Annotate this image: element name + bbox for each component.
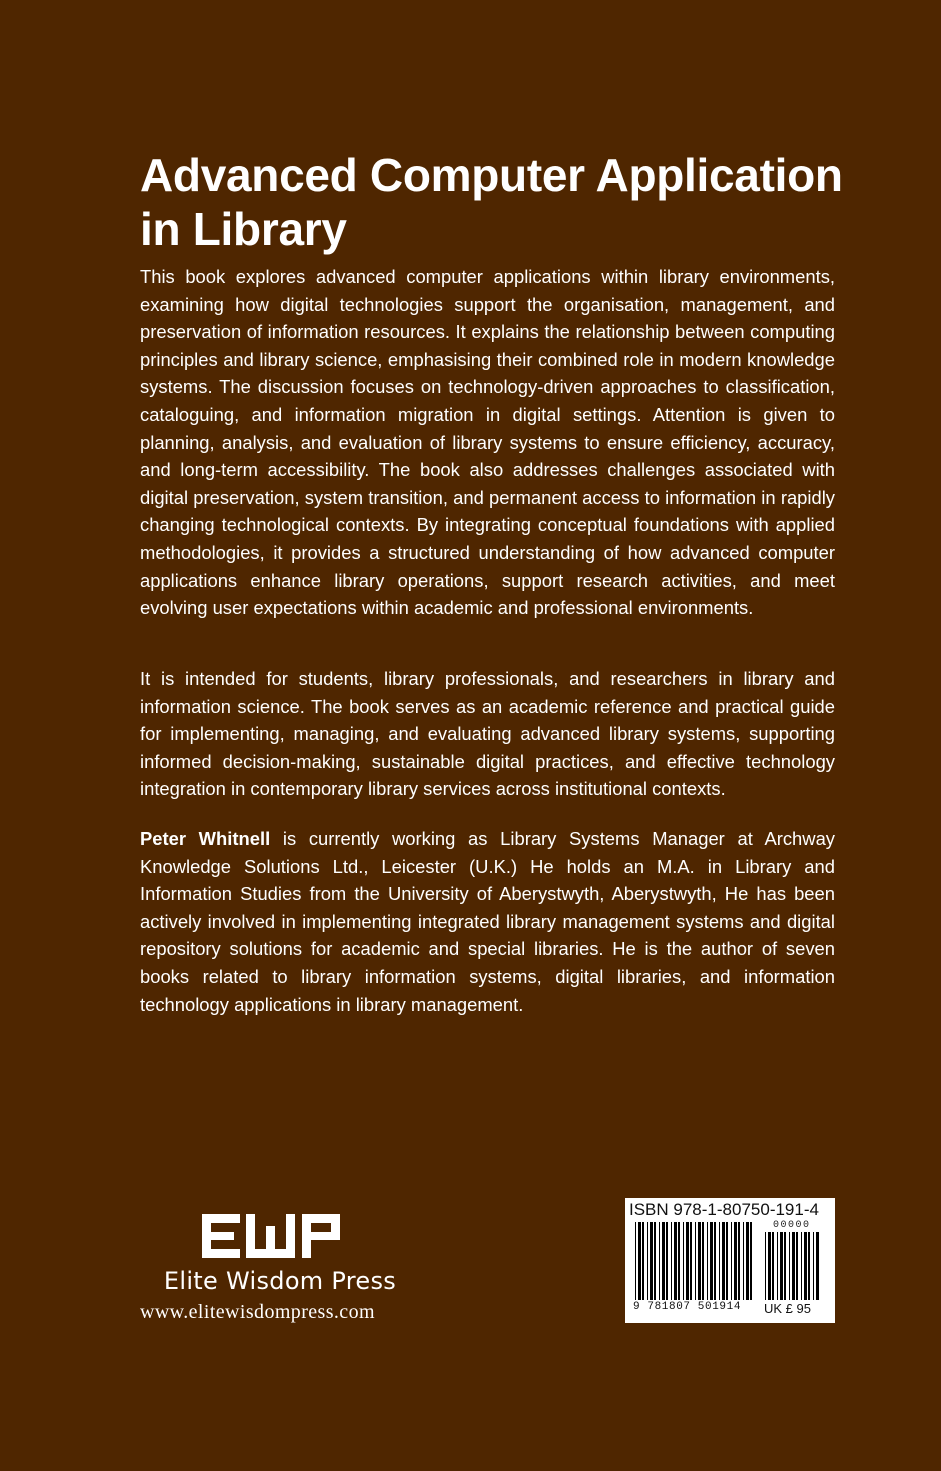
barcode-bar (695, 1222, 696, 1300)
barcode-bar (671, 1222, 672, 1300)
barcode-bar (659, 1222, 660, 1300)
barcode-bar (714, 1222, 716, 1300)
barcode-addon-digits: 00000 (773, 1220, 811, 1231)
barcode-bar (654, 1222, 656, 1300)
barcode-bar (743, 1222, 744, 1300)
barcode-bar (650, 1222, 653, 1300)
barcode-bar (777, 1232, 778, 1300)
audience-description: It is intended for students, library professionals, and researchers in library and information science. The book serves as an academic reference and practical guide for implementing, managing, and evaluating advanced library systems, supporting informed decision-making, sustainable digital practices, and effective technology integration in contemporary library services across institutional contexts. (140, 668, 835, 800)
barcode-bar (719, 1222, 720, 1300)
barcode-bar (707, 1222, 708, 1300)
barcode-bar (666, 1222, 668, 1300)
barcode-bar (638, 1222, 641, 1300)
isbn-label: ISBN 978-1-80750-191-4 (629, 1200, 819, 1219)
barcode-bar (722, 1222, 725, 1300)
author-bio (140, 825, 835, 1018)
barcode-bar (662, 1222, 665, 1300)
book-title: Advanced Computer Application in Library (140, 149, 843, 255)
barcode-bar (768, 1232, 771, 1300)
publisher-block (140, 1212, 420, 1323)
barcode-bar (686, 1222, 689, 1300)
isbn-barcode (625, 1198, 835, 1323)
barcode-bar (710, 1222, 713, 1300)
barcode-bar (647, 1222, 648, 1300)
author-name: Peter Whitnell (140, 828, 271, 849)
barcode-bar (784, 1232, 786, 1300)
barcode-bar (674, 1222, 677, 1300)
book-description: This book explores advanced computer applications within library environments, examining how digital technologies support the organisation, management, and preservation of information resources. It explains the relationship between computing principles and library science, emphasising their combined role in modern knowledge systems. The discussion focuses on technology-driven approaches to classification, cataloguing, and information migration in digital settings. Attention is given to planning, analysis, and evaluation of library systems to ensure efficiency, accuracy, and long-term accessibility. The book also addresses challenges associated with digital preservation, system transition, and permanent access to information in rapidly changing technological contexts. By integrating conceptual foundations with applied methodologies, it provides a structured understanding of how advanced computer applications enhance library operations, support research activities, and meet evolving user expectations within academic and professional environments. (140, 266, 835, 619)
barcode-bar (808, 1232, 810, 1300)
barcode-bar (726, 1222, 728, 1300)
barcode-bar (698, 1222, 701, 1300)
barcode-bar (750, 1222, 752, 1300)
barcode-bar (731, 1222, 732, 1300)
barcode-ean-digits: 9 781807 501914 (633, 1301, 742, 1313)
barcode-bar (772, 1232, 774, 1300)
publisher-logo (202, 1212, 342, 1260)
barcode-bar (690, 1222, 692, 1300)
barcode-price: UK £ 95 (764, 1301, 811, 1316)
barcode-bar (746, 1222, 749, 1300)
barcode-bar (792, 1232, 795, 1300)
barcode-bar (789, 1232, 790, 1300)
barcode-bar (804, 1232, 807, 1300)
publisher-name: Elite Wisdom Press (163, 1267, 397, 1295)
barcode-bar (765, 1232, 766, 1300)
barcode-bar (738, 1222, 740, 1300)
barcode-bar (780, 1232, 783, 1300)
barcode-bar (702, 1222, 704, 1300)
barcode-bar (813, 1232, 814, 1300)
barcode-bar (734, 1222, 737, 1300)
barcode-bar (635, 1222, 636, 1300)
author-bio-text: is currently working as Library Systems Manager at Archway Knowledge Solutions Ltd., Leicester (U.K.) He holds an M.A. in Library and Information Studies from the University of Aberystwyth, Aberystwyth, He has been actively involved in implementing integrated library management systems and digital repository solutions for academic and special libraries. He is the author of seven books related to library information systems, digital libraries, and information technology applications in library management. (140, 828, 835, 1015)
barcode-bar (678, 1222, 680, 1300)
barcode-bar (816, 1232, 819, 1300)
barcode-bar (796, 1232, 798, 1300)
barcode-bar (801, 1232, 802, 1300)
barcode-bar (683, 1222, 684, 1300)
publisher-website: www.elitewisdompress.com (140, 1301, 375, 1323)
barcode-bar (642, 1222, 644, 1300)
